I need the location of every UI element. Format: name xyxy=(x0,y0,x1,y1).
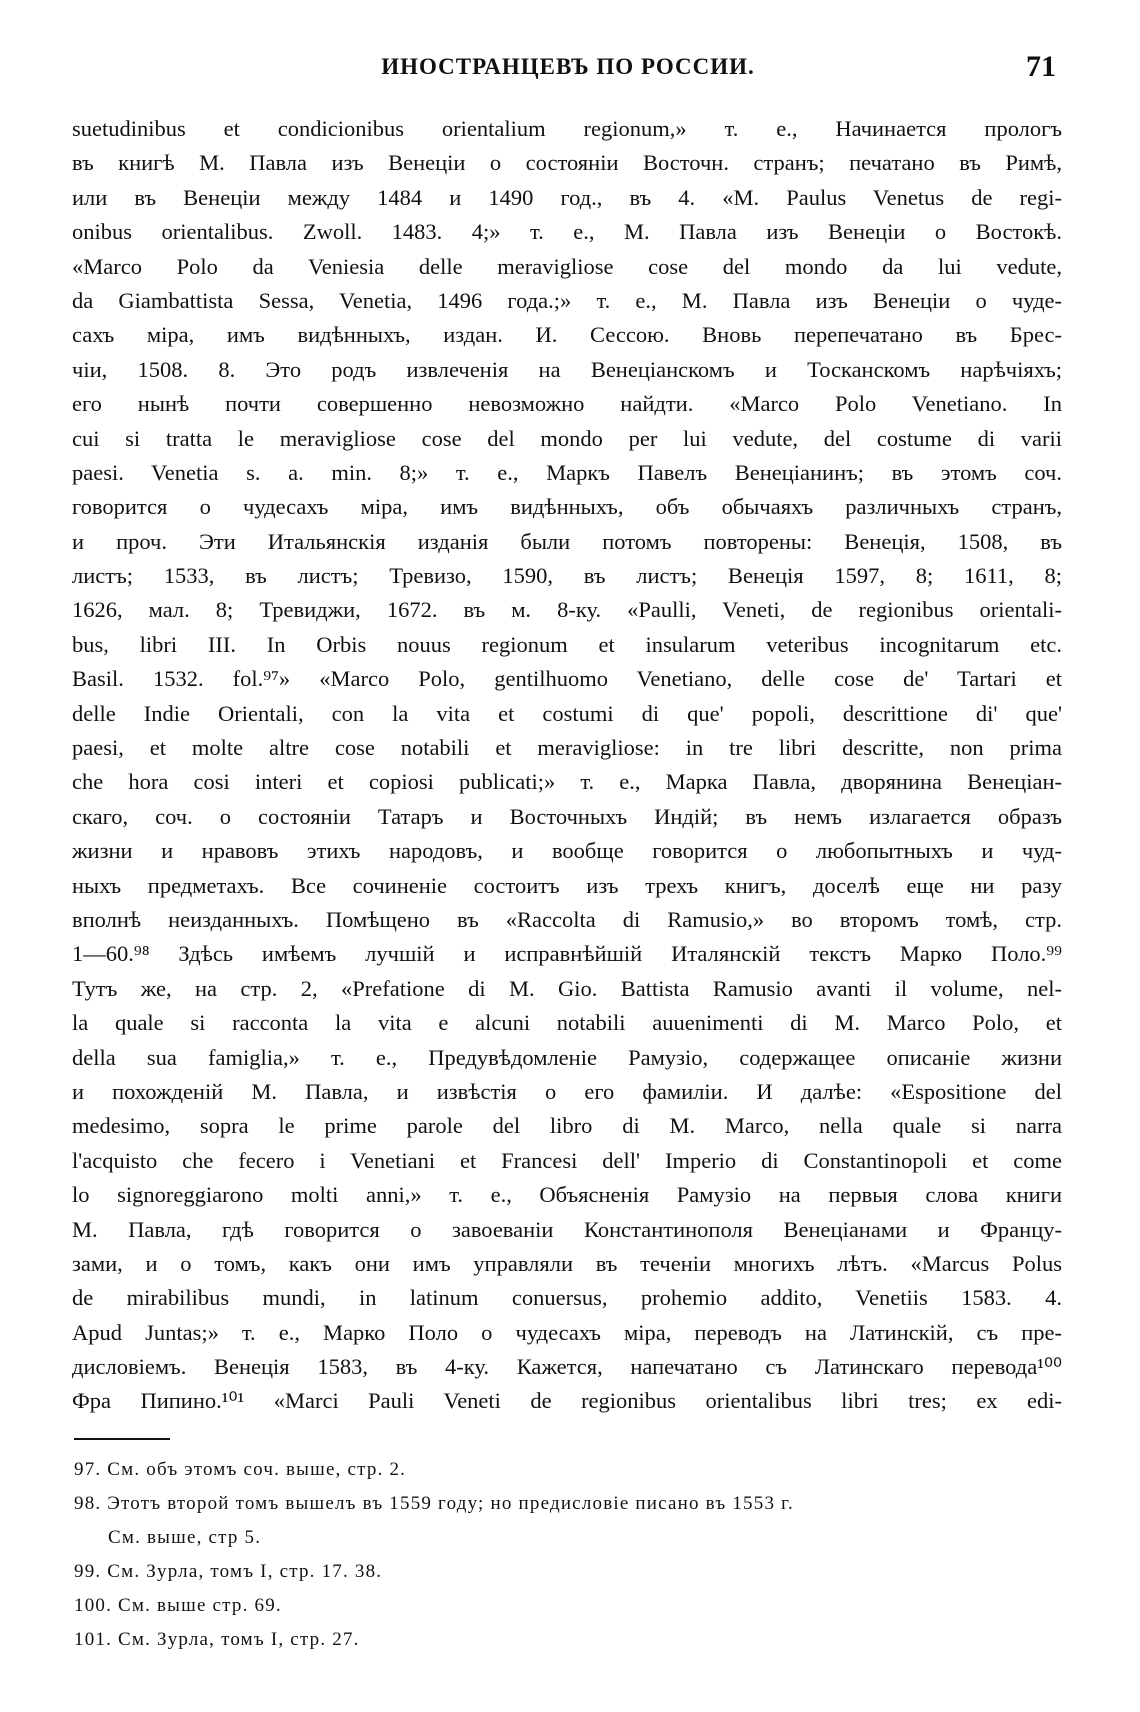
text-line: Basil. 1532. fol.⁹⁷» «Marco Polo, gentilhuomo Venetiano, delle cose de' Tartari et xyxy=(72,666,1062,692)
text-line: medesimo, sopra le prime parole del libro di M. Marco, nella quale si narra xyxy=(72,1113,1062,1139)
footnote-97: 97. См. объ этомъ соч. выше, стр. 2. xyxy=(74,1459,407,1480)
running-title: ИНОСТРАНЦЕВЪ ПО РОССИИ. xyxy=(381,54,755,79)
footnote-98-continued: См. выше, стр 5. xyxy=(108,1527,262,1548)
text-line: жизни и нравовъ этихъ народовъ, и вообще говорится о любопытныхъ и чуд- xyxy=(72,838,1062,864)
footnote-99: 99. См. Зурла, томъ I, стр. 17. 38. xyxy=(74,1561,383,1582)
text-line: 1—60.⁹⁸ Здѣсь имѣемъ лучшій и исправнѣйшій Италянскій текстъ Марко Поло.⁹⁹ xyxy=(72,941,1062,967)
text-line: della sua famiglia,» т. е., Предувѣдомленіе Рамузіо, содержащее описаніе жизни xyxy=(72,1044,1062,1070)
text-line: или въ Венеціи между 1484 и 1490 год., въ 4. «М. Paulus Venetus de regi- xyxy=(72,184,1062,210)
text-line: paesi. Venetia s. a. min. 8;» т. е., Маркъ Павелъ Венеціанинъ; въ этомъ соч. xyxy=(72,459,1062,485)
text-line: la quale si racconta la vita e alcuni notabili auuenimenti di M. Marco Polo, et xyxy=(72,1010,1062,1036)
text-line: сахъ міра, имъ видѣнныхъ, издан. И. Сессою. Вновь перепечатано въ Брес- xyxy=(72,322,1062,348)
text-line: зами, и о томъ, какъ они имъ управляли въ теченіи многихъ лѣтъ. «Marcus Polus xyxy=(72,1250,1062,1276)
footnote-98: 98. Этотъ второй томъ вышелъ въ 1559 году; но предисловіе писано въ 1553 г. xyxy=(74,1493,794,1514)
text-line: М. Павла, гдѣ говорится о завоеваніи Константинополя Венеціанами и Францу- xyxy=(72,1216,1062,1242)
footnote-101: 101. См. Зурла, томъ I, стр. 27. xyxy=(74,1629,360,1650)
text-line: bus, libri III. In Orbis nouus regionum et insularum veteribus incognitarum etc. xyxy=(72,631,1062,657)
text-line: ныхъ предметахъ. Все сочиненіе состоитъ изъ трехъ книгъ, доселѣ еще ни разу xyxy=(72,872,1062,898)
text-line: въ книгѣ М. Павла изъ Венеціи о состояніи Восточн. странъ; печатано въ Римѣ, xyxy=(72,150,1062,176)
text-line: paesi, et molte altre cose notabili et meravigliose: in tre libri descritte, non prima xyxy=(72,735,1062,761)
text-line: чіи, 1508. 8. Это родъ извлеченія на Венеціанскомъ и Тосканскомъ нарѣчіяхъ; xyxy=(72,356,1062,382)
text-line: скаго, соч. о состояніи Татаръ и Восточныхъ Индій; въ немъ излагается образъ xyxy=(72,803,1062,829)
page-header xyxy=(72,50,1064,94)
text-line: 1626, мал. 8; Тревиджи, 1672. въ м. 8-ку. «Paulli, Veneti, de regionibus orientali- xyxy=(72,597,1062,623)
text-line: «Marco Polo da Veniesia delle meravigliose cose del mondo da lui vedute, xyxy=(72,253,1062,279)
text-line: и проч. Эти Итальянскія изданія были потомъ повторены: Венеція, 1508, въ xyxy=(72,528,1062,554)
footnotes xyxy=(74,1453,1064,1657)
text-line: Тутъ же, на стр. 2, «Prefatione di M. Gio. Battista Ramusio avanti il volume, nel- xyxy=(72,975,1062,1001)
text-line: Apud Juntas;» т. е., Марко Поло о чудесахъ міра, переводъ на Латинскій, съ пре- xyxy=(72,1319,1062,1345)
text-line: cui si tratta le meravigliose cose del mondo per lui vedute, del costume di varii xyxy=(72,425,1062,451)
page-number: 71 xyxy=(1026,50,1056,83)
text-line: l'acquisto che fecero i Venetiani et Francesi dell' Imperio di Constantinopoli et come xyxy=(72,1147,1062,1173)
text-line: onibus orientalibus. Zwoll. 1483. 4;» т. е., М. Павла изъ Венеціи о Востокѣ. xyxy=(72,219,1062,245)
text-line: che hora cosi interi et copiosi publicati;» т. е., Марка Павла, дворянина Венеціан- xyxy=(72,769,1062,795)
text-line: suetudinibus et condicionibus orientalium regionum,» т. е., Начинается прологъ xyxy=(72,116,1062,141)
text-line: дисловіемъ. Венеція 1583, въ 4-ку. Кажется, напечатано съ Латинскаго перевода¹⁰⁰ xyxy=(72,1354,1062,1380)
text-line: вполнѣ неизданныхъ. Помѣщено въ «Raccolta di Ramusio,» во второмъ томѣ, стр. xyxy=(72,906,1062,932)
text-line: говорится о чудесахъ міра, имъ видѣнныхъ, объ обычаяхъ различныхъ странъ, xyxy=(72,494,1062,520)
text-line: da Giambattista Sessa, Venetia, 1496 года.;» т. е., М. Павла изъ Венеціи о чуде- xyxy=(72,287,1062,313)
text-line: de mirabilibus mundi, in latinum conuersus, prohemio addito, Venetiis 1583. 4. xyxy=(72,1285,1062,1311)
main-text xyxy=(72,112,1062,1419)
text-line: его нынѣ почти совершенно невозможно найдти. «Marco Polo Venetiano. In xyxy=(72,391,1062,417)
text-line: и похожденій М. Павла, и извѣстія о его фамиліи. И далѣе: «Espositione del xyxy=(72,1078,1062,1104)
footnote-divider xyxy=(74,1438,170,1440)
text-line: delle Indie Orientali, con la vita et costumi di que' popoli, descrittione di' que' xyxy=(72,700,1062,726)
text-line: листъ; 1533, въ листъ; Тревизо, 1590, въ листъ; Венеція 1597, 8; 1611, 8; xyxy=(72,563,1062,589)
text-line: lo signoreggiarono molti anni,» т. е., Объясненія Рамузіо на первыя слова книги xyxy=(72,1182,1062,1208)
footnote-100: 100. См. выше стр. 69. xyxy=(74,1595,282,1616)
text-line: Фра Пипино.¹⁰¹ «Marci Pauli Veneti de regionibus orientalibus libri tres; ex edi- xyxy=(72,1388,1062,1414)
